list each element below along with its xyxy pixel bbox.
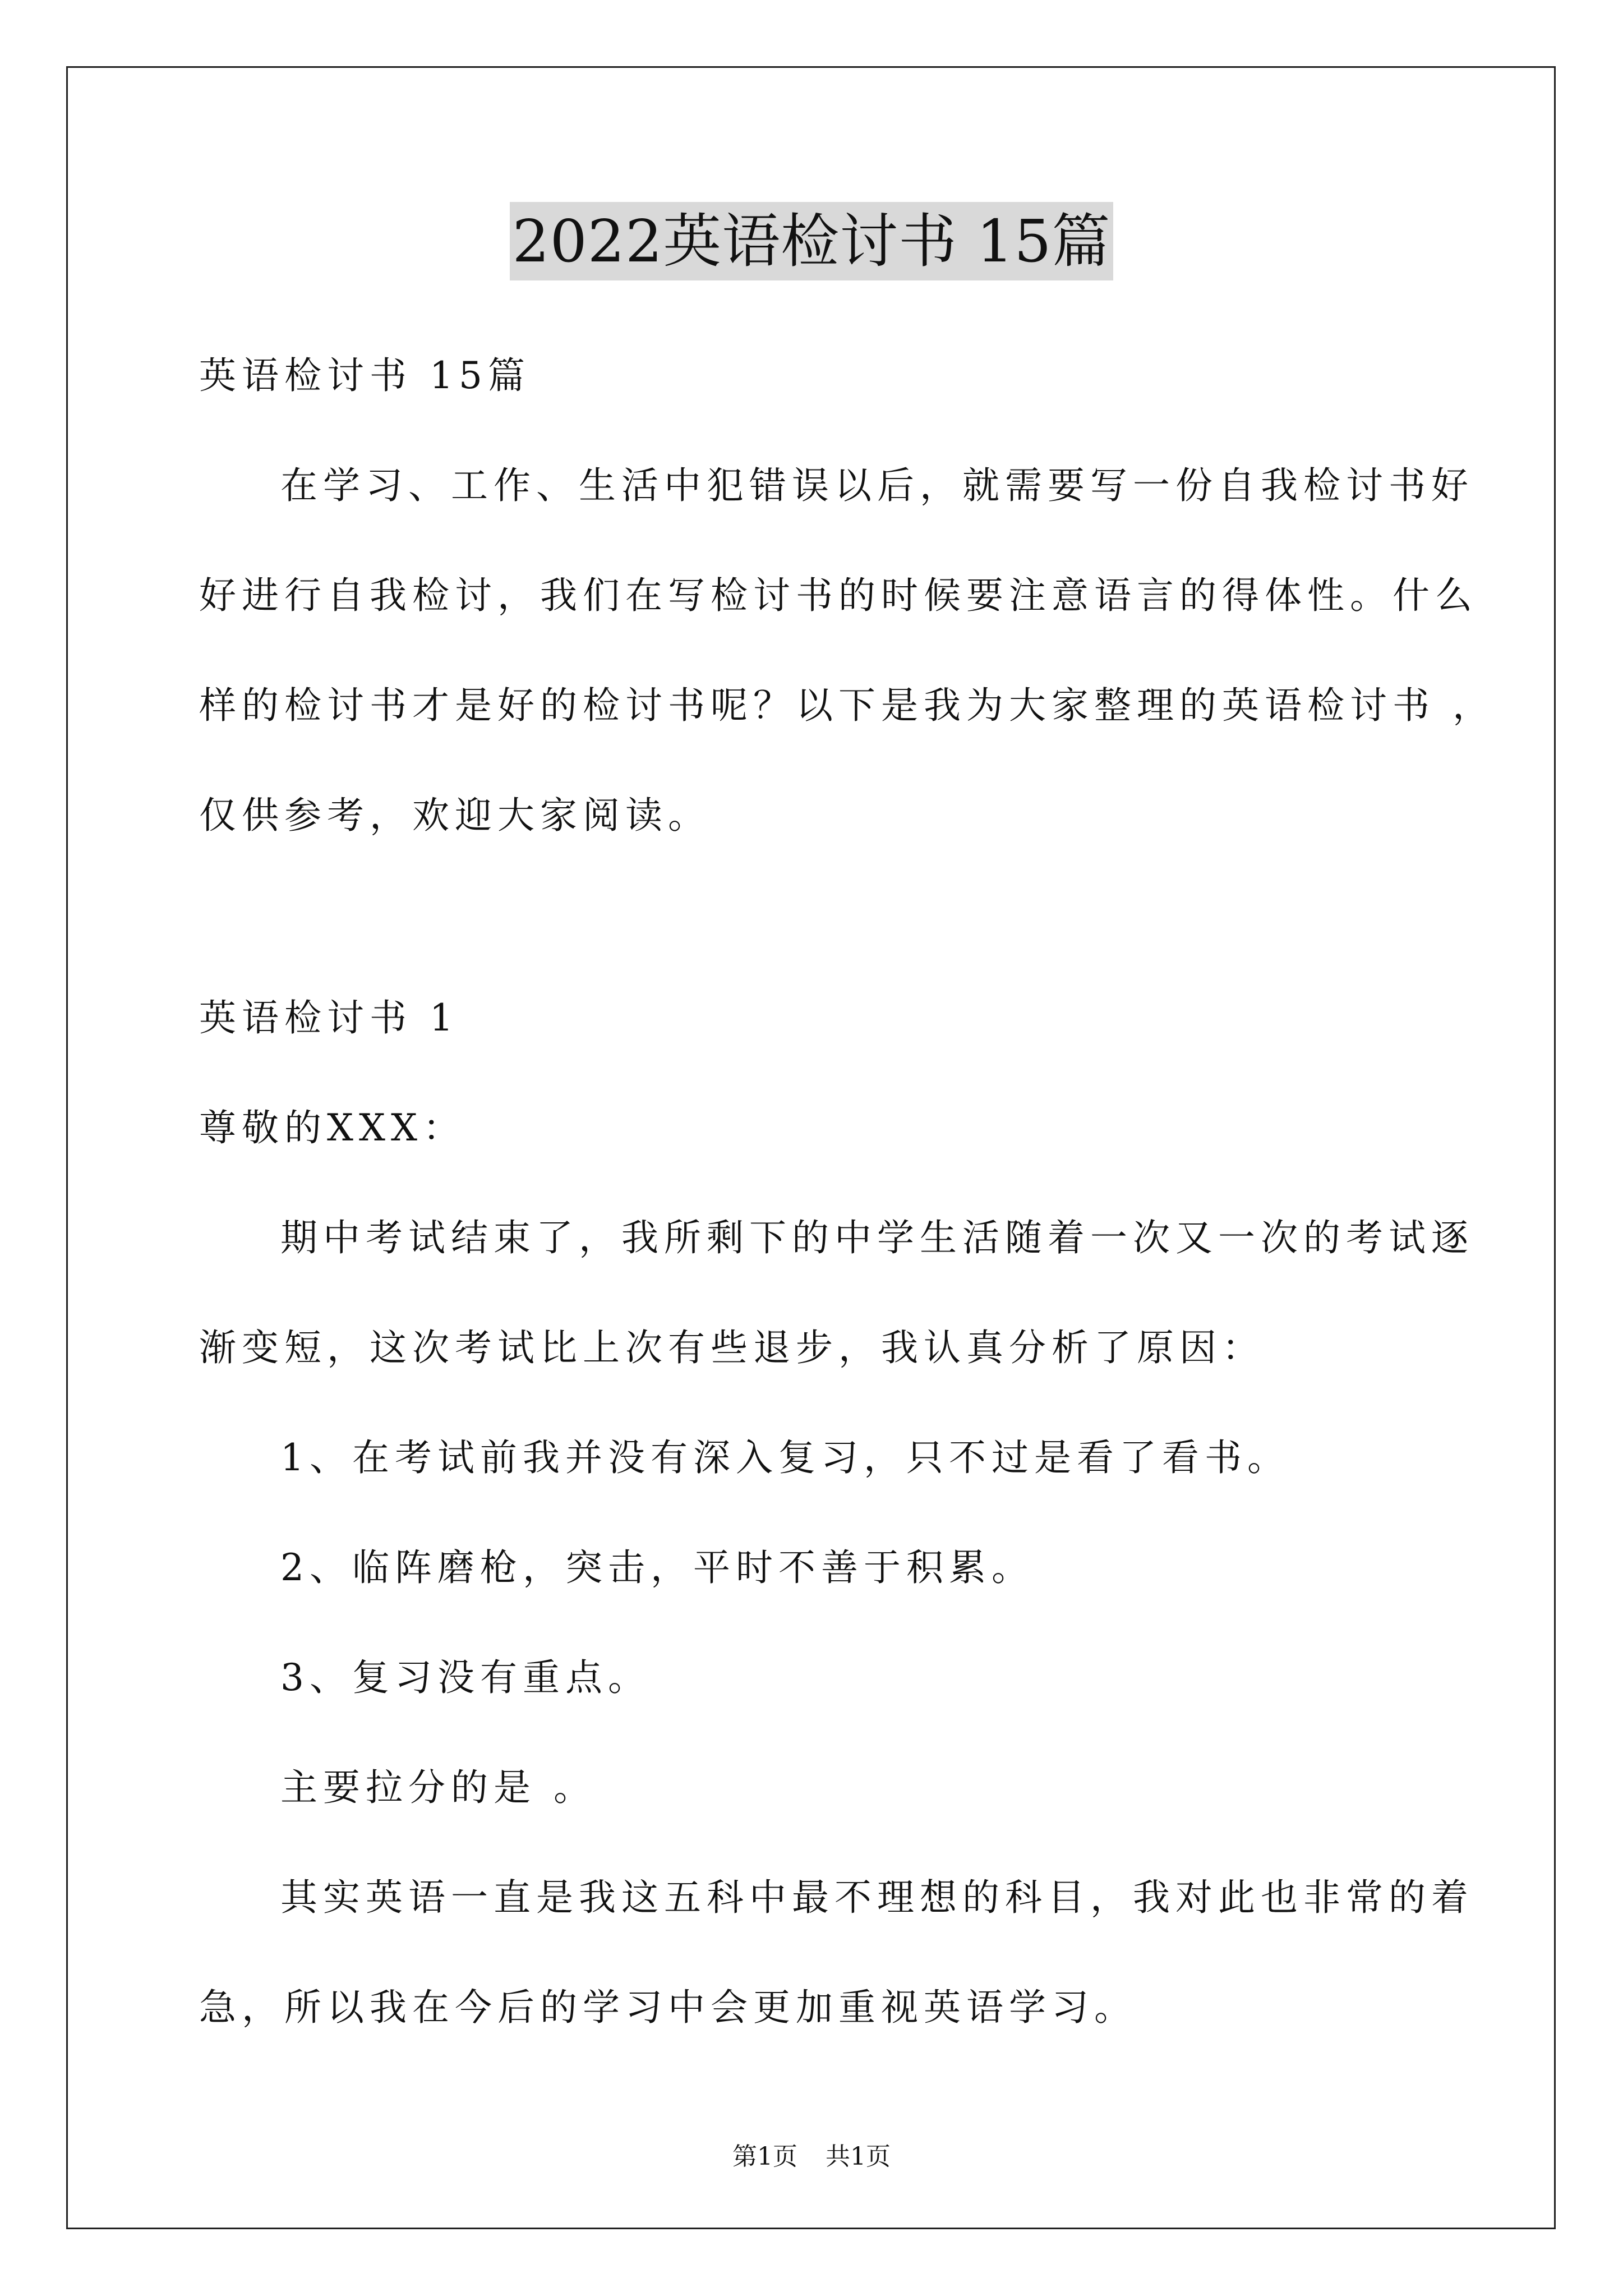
paragraph-line: 其实英语一直是我这五科中最不理想的科目，我对此也非常的着 [280, 1876, 1474, 1919]
section-heading: 英语检讨书 1 [199, 996, 459, 1039]
title-container [0, 202, 1623, 280]
paragraph-line: 渐变短，这次考试比上次有些退步，我认真分析了原因： [199, 1326, 1265, 1369]
intro-line: 仅供参考，欢迎大家阅读。 [199, 794, 711, 837]
salutation: 尊敬的XXX： [199, 1106, 465, 1149]
intro-line: 好进行自我检讨，我们在写检讨书的时候要注意语言的得体性。什么 [199, 574, 1478, 617]
intro-line: 在学习、工作、生活中犯错误以后，就需要写一份自我检讨书好 [280, 464, 1474, 507]
reason-item: 2、临阵磨枪，突击，平时不善于积累。 [280, 1546, 1034, 1589]
page-footer [0, 2136, 1623, 2172]
paragraph-line: 急，所以我在今后的学习中会更加重视英语学习。 [199, 1986, 1137, 2029]
paragraph-line: 期中考试结束了，我所剩下的中学生活随着一次又一次的考试逐 [280, 1216, 1474, 1259]
page-current: 第1页 [732, 2142, 797, 2171]
intro-line: 样的检讨书才是好的检讨书呢？以下是我为大家整理的英语检讨书 ， [199, 684, 1495, 727]
document-title: 2022英语检讨书 15篇 [510, 202, 1113, 280]
main-point: 主要拉分的是 。 [280, 1766, 596, 1809]
page-total: 共1页 [826, 2142, 891, 2171]
reason-item: 1、在考试前我并没有深入复习，只不过是看了看书。 [280, 1436, 1290, 1479]
reason-item: 3、复习没有重点。 [280, 1656, 651, 1699]
subtitle: 英语检讨书 15篇 [199, 354, 531, 397]
